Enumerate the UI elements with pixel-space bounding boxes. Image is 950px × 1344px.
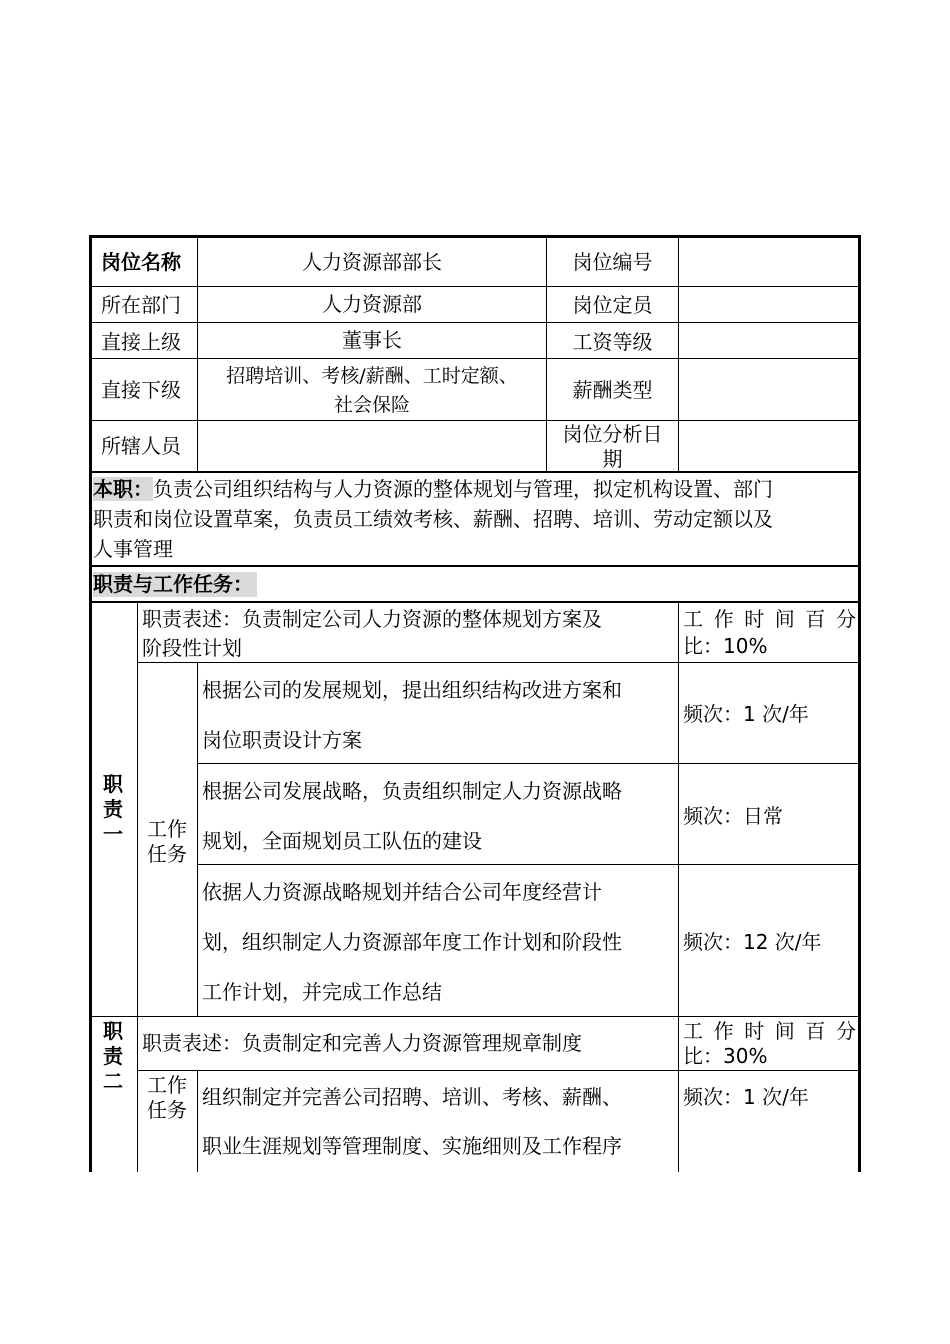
divider — [90, 1016, 860, 1017]
divider — [90, 471, 860, 473]
divider — [197, 662, 198, 1017]
divider — [137, 662, 860, 663]
divider — [197, 763, 860, 764]
superior-value: 董事长 — [342, 328, 402, 352]
table-border-left — [89, 235, 92, 1172]
staffing-label: 岗位定员 — [572, 293, 653, 317]
divider — [137, 1070, 860, 1071]
pay-type-label: 薪酬类型 — [572, 378, 653, 402]
analysis-date-label-line1: 岗位分析日 — [562, 422, 663, 446]
duty1-task3-line2: 划，组织制定人力资源部年度工作计划和阶段性 — [202, 930, 622, 954]
pct-char: 工 — [683, 1019, 703, 1043]
pct-char: 工 — [683, 607, 703, 631]
divider — [90, 565, 860, 567]
pct-char: 作 — [713, 607, 734, 631]
pct-char: 分 — [835, 607, 856, 631]
duty1-task3-line3: 工作计划，并完成工作总结 — [202, 980, 442, 1004]
dept-label: 所在部门 — [101, 293, 181, 317]
table-border-top — [89, 235, 861, 238]
duties-heading: 职责与工作任务： — [93, 572, 257, 597]
duty1-description-line2: 阶段性计划 — [142, 636, 242, 660]
duty1-task2-frequency: 频次：日常 — [683, 804, 783, 828]
pct-char: 时 — [744, 607, 765, 631]
pct-char: 百 — [805, 1019, 826, 1043]
pct-char: 作 — [713, 1019, 734, 1043]
duty2-task1-line2: 职业生涯规划等管理制度、实施细则及工作程序 — [202, 1134, 622, 1158]
duty1-task2-line2: 规划，全面规划员工队伍的建设 — [202, 829, 482, 853]
duty2-task1-frequency: 频次：1 次/年 — [683, 1085, 809, 1109]
pct-char: 分 — [835, 1019, 856, 1043]
duty1-task2-line1: 根据公司发展战略，负责组织制定人力资源战略 — [202, 779, 622, 803]
subordinate-value-line1: 招聘培训、考核/薪酬、工时定额、 — [226, 365, 518, 387]
post-name-value: 人力资源部部长 — [302, 250, 442, 274]
duty2-time-pct-line1 — [683, 1019, 856, 1044]
duty2-description: 职责表述：负责制定和完善人力资源管理规章制度 — [142, 1031, 582, 1055]
grade-label: 工资等级 — [572, 330, 653, 354]
duty1-description-line1: 职责表述：负责制定公司人力资源的整体规划方案及 — [142, 607, 602, 631]
subordinate-value-line2: 社会保险 — [333, 394, 410, 416]
duty1-time-pct-line1 — [683, 607, 856, 632]
divider — [90, 601, 860, 603]
duty1-time-pct-line2: 比：10% — [683, 634, 768, 658]
duty2-label-char: 二 — [103, 1069, 123, 1093]
divider — [90, 358, 860, 359]
duty2-label-char: 职 — [103, 1019, 123, 1043]
divider — [197, 864, 860, 865]
duty1-task1-line1: 根据公司的发展规划，提出组织结构改进方案和 — [202, 678, 622, 702]
dept-value: 人力资源部 — [322, 292, 422, 316]
pct-char: 百 — [805, 607, 826, 631]
summary-label: 本职： — [93, 477, 153, 501]
duty2-task-label-line2: 任务 — [147, 1098, 187, 1122]
summary-line1 — [93, 477, 773, 502]
duty1-label-char: 职 — [103, 772, 123, 796]
duty1-label-char: 一 — [103, 822, 123, 846]
duty1-task1-frequency: 频次：1 次/年 — [683, 702, 809, 726]
divider — [678, 602, 679, 1172]
divider — [137, 602, 138, 1172]
divider — [678, 236, 679, 472]
duty2-task1-line1: 组织制定并完善公司招聘、培训、考核、薪酬、 — [202, 1085, 622, 1109]
divider — [90, 420, 860, 421]
pct-char: 时 — [744, 1019, 765, 1043]
duty1-task3-line1: 依据人力资源战略规划并结合公司年度经营计 — [202, 880, 602, 904]
divider — [90, 322, 860, 323]
duty2-label-char: 责 — [103, 1044, 123, 1068]
staff-label: 所辖人员 — [101, 434, 181, 458]
duty1-task1-line2: 岗位职责设计方案 — [202, 728, 362, 752]
duty2-time-pct-line2: 比：30% — [683, 1044, 768, 1068]
post-no-label: 岗位编号 — [572, 250, 653, 274]
duty1-task-label-line2: 任务 — [147, 842, 187, 866]
subordinate-label: 直接下级 — [101, 378, 181, 402]
post-name-label: 岗位名称 — [101, 250, 181, 274]
table-border-right — [858, 235, 861, 1172]
divider — [90, 286, 860, 287]
analysis-date-label-line2: 期 — [602, 447, 623, 471]
summary-line3: 人事管理 — [93, 537, 173, 561]
duty1-task3-frequency: 频次：12 次/年 — [683, 930, 822, 954]
summary-line2: 职责和岗位设置草案，负责员工绩效考核、薪酬、招聘、培训、劳动定额以及 — [93, 507, 773, 531]
duty1-label-char: 责 — [103, 797, 123, 821]
superior-label: 直接上级 — [101, 330, 181, 354]
duty2-task-label-line1: 工作 — [147, 1073, 187, 1097]
pct-char: 间 — [774, 1019, 795, 1043]
pct-char: 间 — [774, 607, 795, 631]
duty1-task-label-line1: 工作 — [147, 817, 187, 841]
summary-text: 负责公司组织结构与人力资源的整体规划与管理，拟定机构设置、部门 — [153, 477, 773, 501]
divider — [197, 1070, 198, 1172]
